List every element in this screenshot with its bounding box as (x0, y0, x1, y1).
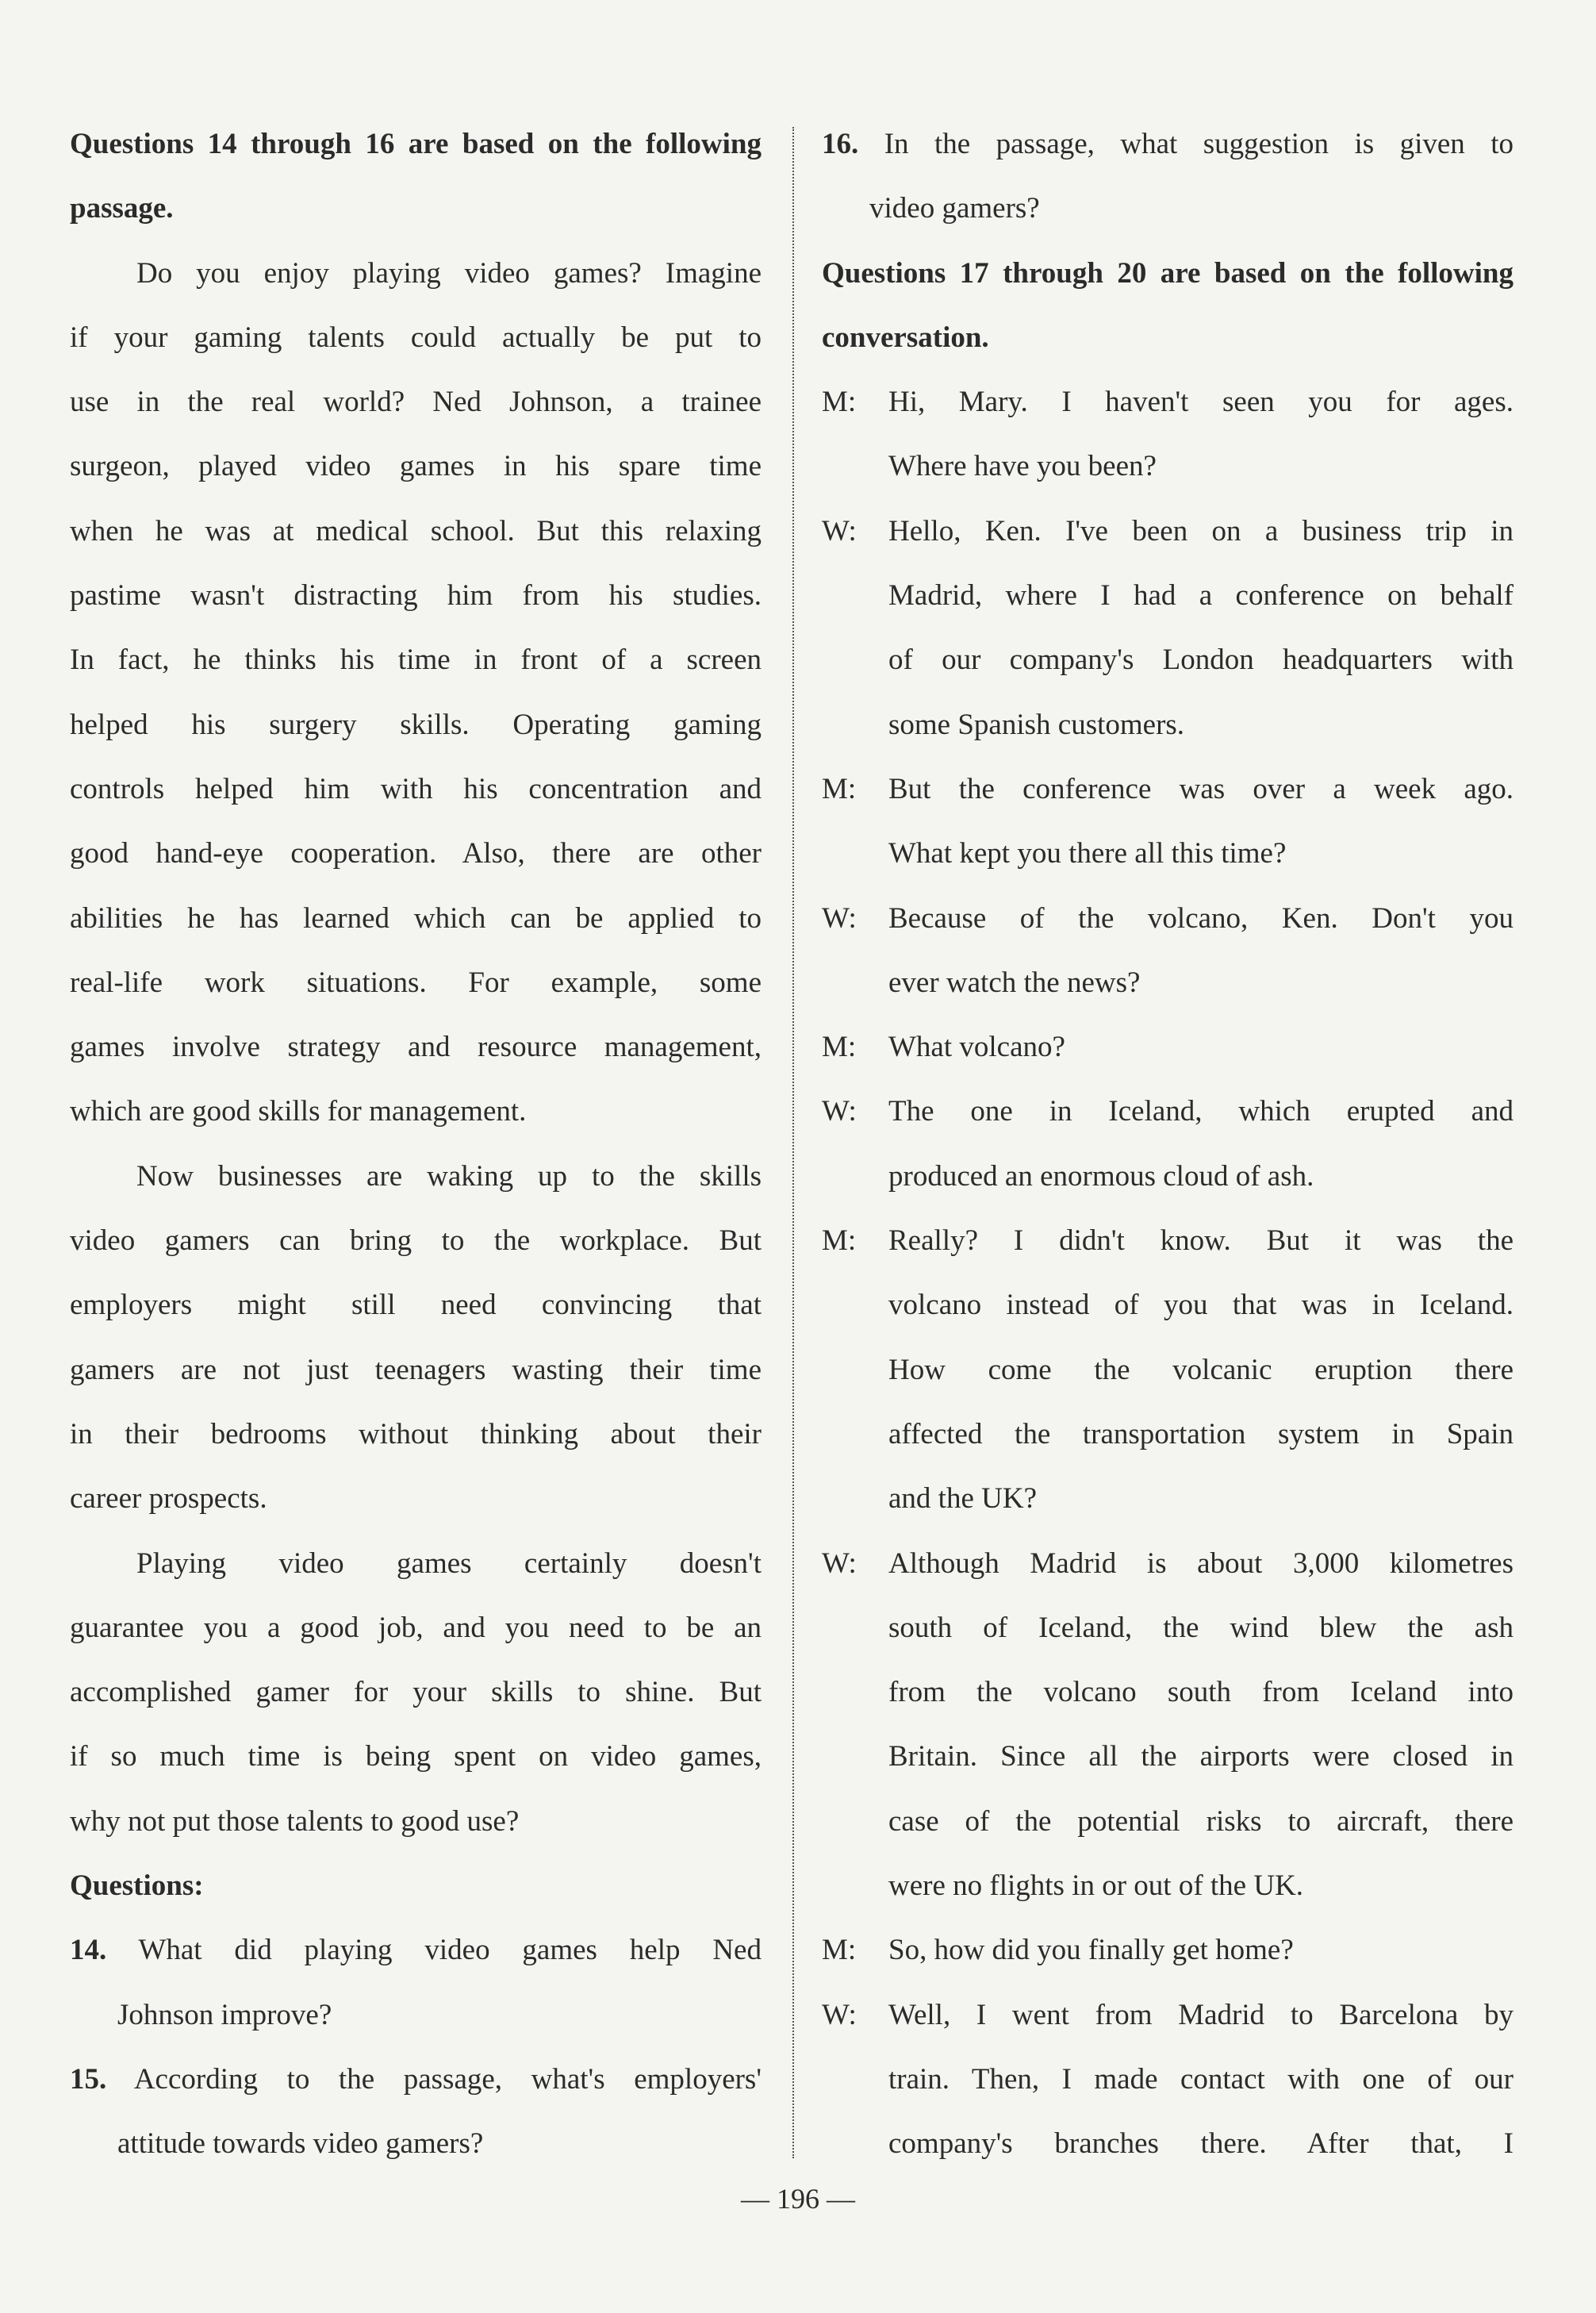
passage-line: employers might still need convincing that (70, 1289, 762, 1322)
dialogue-text: south of Iceland, the wind blew the ash (888, 1611, 1514, 1644)
question-text: attitude towards video gamers? (117, 2127, 484, 2161)
dialogue-turn (822, 1085, 1514, 1149)
conversation-heading-line: Questions 17 through 20 are based on the following (822, 256, 1514, 290)
dialogue-text: What volcano? (888, 1031, 1065, 1064)
speaker-label: W: (822, 514, 857, 548)
dialogue-text: some Spanish customers. (888, 708, 1185, 741)
dialogue-text: Well, I went from Madrid to Barcelona by (888, 1998, 1514, 2031)
speaker-label: W: (822, 901, 857, 935)
question-number: 15. (70, 2062, 107, 2096)
dialogue-text: of our company's London headquarters with (888, 644, 1514, 677)
dialogue-text: were no flights in or out of the UK. (888, 1869, 1304, 1903)
passage-line: gamers are not just teenagers wasting their time (70, 1353, 762, 1386)
dialogue-text: ever watch the news? (888, 966, 1141, 999)
speaker-label: W: (822, 1998, 857, 2031)
dialogue-text: How come the volcanic eruption there (888, 1353, 1514, 1386)
left-column (70, 117, 762, 2182)
question-number: 14. (70, 1934, 107, 1967)
passage-line: in their bedrooms without thinking about their (70, 1417, 762, 1450)
dialogue-turn (822, 1988, 1514, 2053)
page-number: — 196 — (741, 2183, 855, 2215)
dialogue-text: Hello, Ken. I've been on a business trip in (888, 514, 1514, 548)
question-text: According to the passage, what's employers' (133, 2062, 762, 2096)
speaker-label: M: (822, 1031, 857, 1064)
dialogue-turn (822, 375, 1514, 440)
passage-line: guarantee you a good job, and you need to be an (70, 1611, 762, 1644)
dialogue-turn (822, 892, 1514, 956)
question-text: Johnson improve? (117, 1998, 332, 2031)
speaker-label: M: (822, 772, 857, 805)
speaker-label: W: (822, 1546, 857, 1580)
question-number: 16. (822, 128, 859, 160)
question-text: video gamers? (869, 192, 1040, 225)
passage-heading-line: Questions 14 through 16 are based on the following (70, 128, 762, 160)
dialogue-text: Although Madrid is about 3,000 kilometres (888, 1546, 1514, 1580)
passage-line: if your gaming talents could actually be put to (70, 321, 762, 354)
passage-line: why not put those talents to good use? (70, 1804, 520, 1838)
passage-heading-line: passage. (70, 192, 174, 225)
dialogue-text: What kept you there all this time? (888, 837, 1287, 870)
speaker-label: M: (822, 1934, 857, 1967)
passage-line: In fact, he thinks his time in front of a screen (70, 644, 762, 677)
question-text: In the passage, what suggestion is given to (884, 128, 1514, 160)
dialogue-text: affected the transportation system in Spain (888, 1417, 1514, 1450)
passage-line: which are good skills for management. (70, 1095, 527, 1128)
question-14 (70, 1923, 762, 1988)
passage-line: use in the real world? Ned Johnson, a trainee (70, 386, 762, 419)
conversation-heading-line: conversation. (822, 321, 989, 354)
passage-line: Playing video games certainly doesn't (136, 1546, 762, 1580)
dialogue-text: company's branches there. After that, I (888, 2127, 1514, 2161)
dialogue-text: volcano instead of you that was in Iceland. (888, 1289, 1514, 1322)
dialogue-text: Hi, Mary. I haven't seen you for ages. (888, 386, 1514, 419)
dialogue-text: Where have you been? (888, 450, 1157, 483)
dialogue-turn (822, 1020, 1514, 1085)
right-column (822, 117, 1514, 2182)
passage-line: abilities he has learned which can be applied to (70, 901, 762, 935)
passage-line: real-life work situations. For example, some (70, 966, 762, 999)
passage-line: controls helped him with his concentration and (70, 772, 762, 805)
passage-line: surgeon, played video games in his spare time (70, 450, 762, 483)
dialogue-text: from the volcano south from Iceland into (888, 1676, 1514, 1709)
dialogue-text: Britain. Since all the airports were closed in (888, 1740, 1514, 1773)
passage-line: helped his surgery skills. Operating gaming (70, 708, 762, 741)
dialogue-text: case of the potential risks to aircraft, there (888, 1804, 1514, 1838)
dialogue-turn (822, 1537, 1514, 1601)
dialogue-text: Really? I didn't know. But it was the (888, 1224, 1514, 1258)
column-divider (792, 127, 794, 2158)
question-text: What did playing video games help Ned (138, 1934, 762, 1967)
passage-line: when he was at medical school. But this relaxing (70, 514, 762, 548)
passage-line: if so much time is being spent on video games, (70, 1740, 762, 1773)
question-15 (70, 2053, 762, 2117)
dialogue-turn (822, 1214, 1514, 1278)
dialogue-text: So, how did you finally get home? (888, 1934, 1294, 1967)
passage-line: pastime wasn't distracting him from his studies. (70, 579, 762, 613)
questions-label: Questions: (70, 1869, 204, 1903)
passage-line: video gamers can bring to the workplace. But (70, 1224, 762, 1258)
passage-line: games involve strategy and resource management, (70, 1031, 762, 1064)
dialogue-text: and the UK? (888, 1482, 1037, 1516)
dialogue-text: train. Then, I made contact with one of our (888, 2062, 1514, 2096)
dialogue-text: Because of the volcano, Ken. Don't you (888, 901, 1514, 935)
passage-line: career prospects. (70, 1482, 267, 1516)
passage-line: Do you enjoy playing video games? Imagine (136, 256, 762, 290)
passage-line: accomplished gamer for your skills to shine. But (70, 1676, 762, 1709)
dialogue-text: The one in Iceland, which erupted and (888, 1095, 1514, 1128)
dialogue-turn (822, 763, 1514, 827)
dialogue-text: Madrid, where I had a conference on behalf (888, 579, 1514, 613)
dialogue-text: produced an enormous cloud of ash. (888, 1159, 1314, 1193)
speaker-label: M: (822, 1224, 857, 1258)
speaker-label: W: (822, 1095, 857, 1128)
dialogue-turn (822, 505, 1514, 569)
passage-line: good hand-eye cooperation. Also, there are other (70, 837, 762, 870)
speaker-label: M: (822, 386, 857, 419)
passage-line: Now businesses are waking up to the skills (136, 1159, 762, 1193)
dialogue-turn (822, 1923, 1514, 1988)
question-16 (822, 117, 1514, 182)
dialogue-text: But the conference was over a week ago. (888, 772, 1514, 805)
